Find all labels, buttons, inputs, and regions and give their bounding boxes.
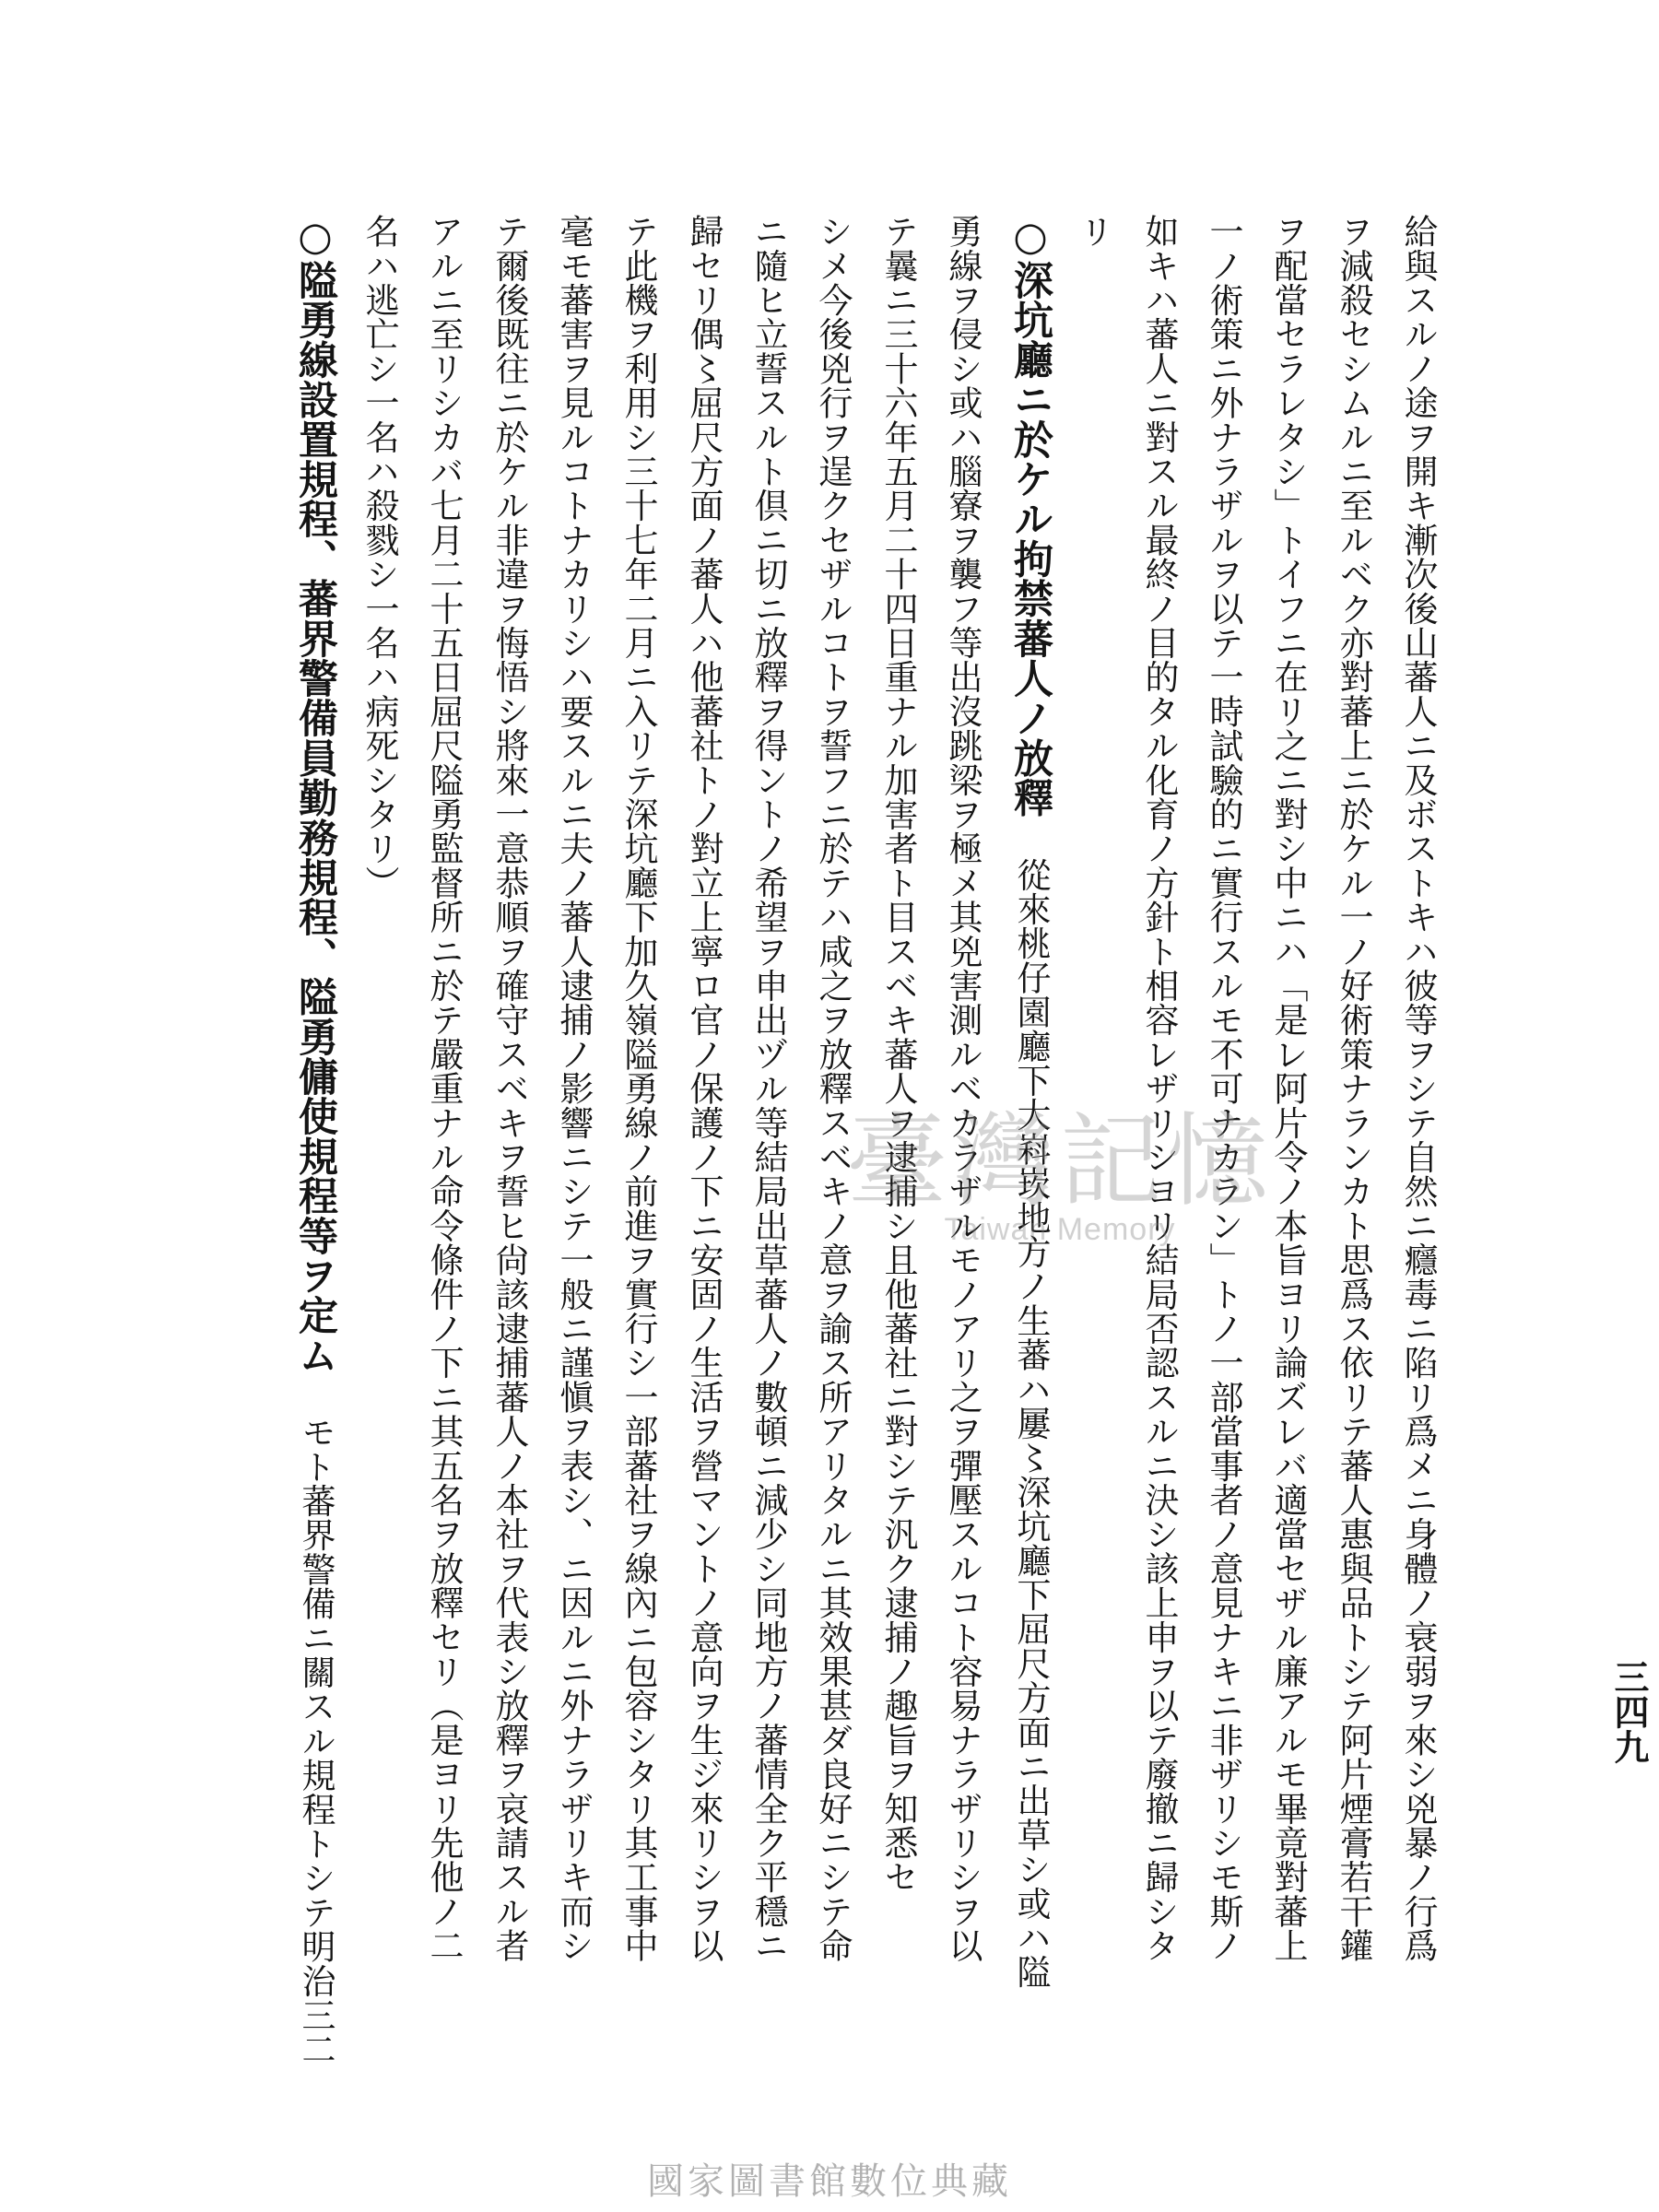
section-column [1007, 214, 1053, 1989]
text-column: アルニ至リシカバ七月二十五日屈尺隘勇監督所ニ於テ嚴重ナル命令條件ノ下ニ其五名ヲ放釋セリ（是ヨリ先他ノ二 [424, 214, 464, 1963]
text-column: テ爾後既往ニ於ケル非違ヲ悔悟シ將來一意恭順ヲ確守スベキヲ誓ヒ尙該逮捕蕃人ノ本社ヲ代表シ放釋ヲ哀請スル者 [489, 214, 529, 1963]
text-column: 一ノ術策ニ外ナラザルヲ以テ一時試驗的ニ實行スルモ不可ナカラン」トノ一部當事者ノ意見ナキニ非ザリシモ斯ノ [1204, 214, 1243, 1963]
text-column: ヲ減殺セシムルニ至ルベク亦對蕃上ニ於ケル一ノ好術策ナランカト思爲ス依リテ蕃人惠與品トシテ阿片煙膏若干鑵 [1334, 214, 1373, 1963]
text-column: 毫モ蕃害ヲ見ルコトナカリシハ要スルニ夫ノ蕃人逮捕ノ影響ニシテ一般ニ謹愼ヲ表シ、ニ因ルニ外ナラザリキ而シ [554, 214, 594, 1963]
archive-footer: 國家圖書館數位典藏 [647, 2160, 1012, 2203]
text-column: 給與スルノ途ヲ開キ漸次後山蕃人ニ及ボストキハ彼等ヲシテ自然ニ癮毒ニ陷リ爲メニ身體ノ衰弱ヲ來シ兇暴ノ行爲 [1398, 214, 1438, 1963]
text-column: リ [1074, 214, 1113, 249]
text-column: 名ハ逃亡シ一名ハ殺戮シ一名ハ病死シタリ） [359, 214, 399, 900]
text-column: ヲ配當セラレタシ」トイフニ在リ之ニ對シ中ニハ「是レ阿片令ノ本旨ヨリ論ズレバ適當セザル廉アルモ畢竟對蕃上 [1268, 214, 1308, 1963]
section-heading: ○深坑廳ニ於ケル拘禁蕃人ノ放釋 [1007, 214, 1053, 818]
watermark-title: 臺灣記憶 [846, 1102, 1274, 1220]
text-column: 勇線ヲ侵シ或ハ腦寮ヲ襲フ等出沒跳梁ヲ極メ其兇害測ルベカラザルモノアリ之ヲ彈壓スルコト容易ナラザリシヲ以 [943, 214, 982, 1963]
page-number: 三四九 [1608, 1659, 1650, 1764]
text-column: 歸セリ偶〻屈尺方面ノ蕃人ハ他蕃社トノ對立上寧ロ官ノ保護ノ下ニ安固ノ生活ヲ營マントノ意向ヲ生ジ來リシヲ以 [684, 214, 724, 1963]
text-column: シメ今後兇行ヲ逞クセザルコトヲ誓フニ於テハ咸之ヲ放釋スベキノ意ヲ諭ス所アリタルニ其效果甚ダ良好ニシテ命 [813, 214, 853, 1963]
text-column: テ曩ニ三十六年五月二十四日重ナル加害者ト目スベキ蕃人ヲ逮捕シ且他蕃社ニ對シテ汎ク逮捕ノ趣旨ヲ知悉セ [878, 214, 918, 1894]
text-column: 如キハ蕃人ニ對スル最終ノ目的タル化育ノ方針ト相容レザリシヨリ結局否認スルニ決シ該上申ヲ以テ廢撤ニ歸シタ [1139, 214, 1179, 1963]
section-column [292, 214, 338, 2066]
section-text: 從來桃仔園廳下大嵙崁地方ノ生蕃ハ屢〻深坑廳下屈尺方面ニ出草シ或ハ隘 [1011, 818, 1051, 1989]
section-text: モト蕃界警備ニ關スル規程トシテ明治三二 [296, 1374, 335, 2066]
text-column: テ此機ヲ利用シ三十七年二月ニ入リテ深坑廳下加久嶺隘勇線ノ前進ヲ實行シ一部蕃社ヲ線內ニ包容シタリ其工事中 [618, 214, 658, 1963]
watermark-subtitle: Taiwan Memory [944, 1212, 1176, 1247]
text-column: ニ隨ヒ立誓スルト倶ニ切ニ放釋ヲ得ントノ希望ヲ申出ヅル等結局出草蕃人ノ數頓ニ減少シ同地方ノ蕃情全ク平穩ニ [748, 214, 788, 1963]
section-heading: ○隘勇線設置規程、蕃界警備員勤務規程、隘勇傭使規程等ヲ定ム [292, 214, 338, 1375]
